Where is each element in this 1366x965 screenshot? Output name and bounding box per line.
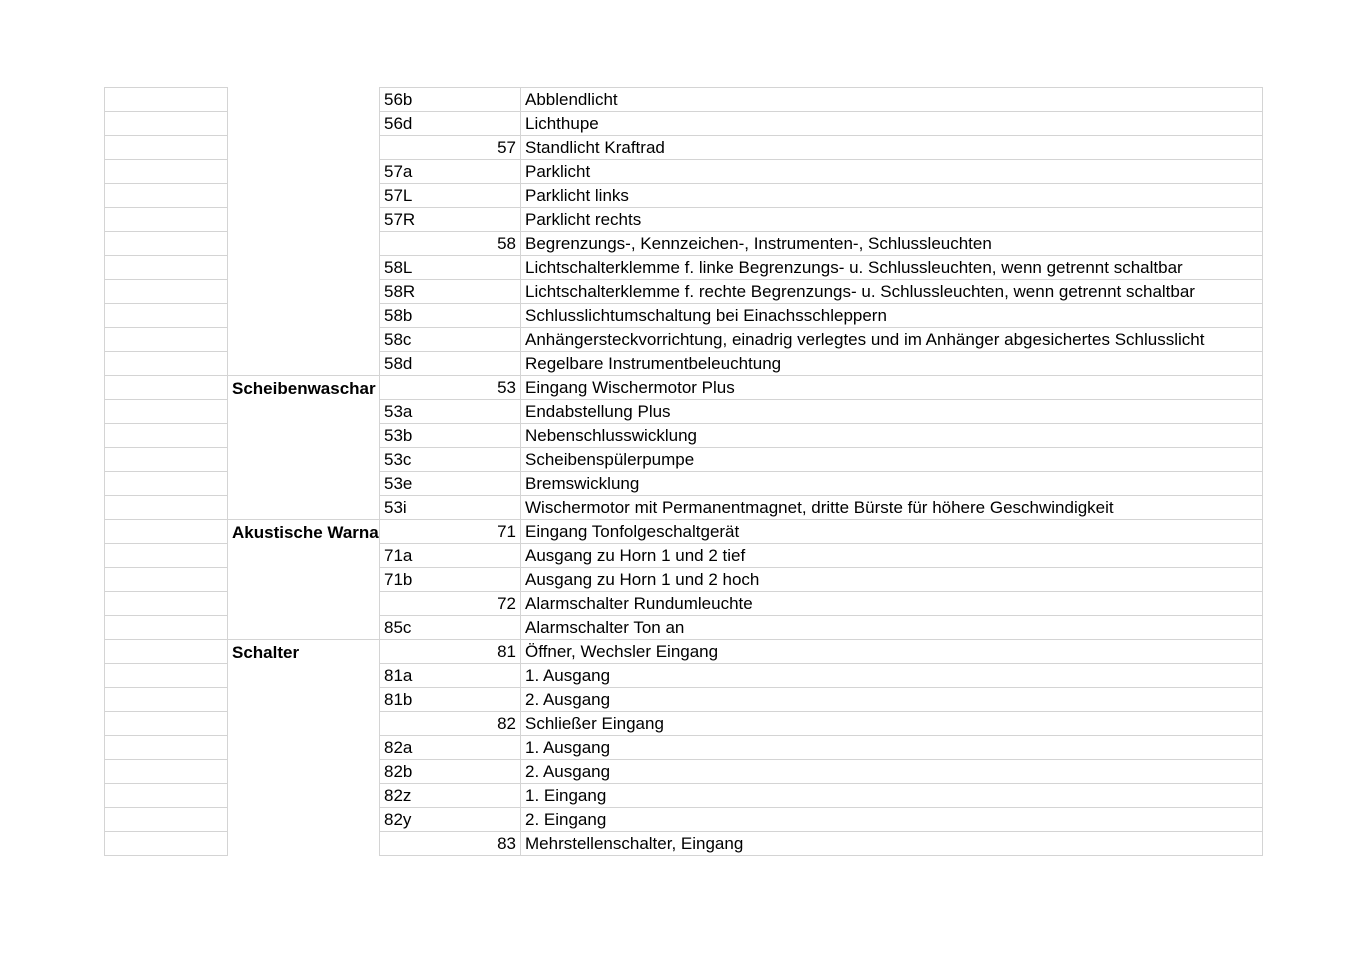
terminal-code-cell[interactable]: 58L: [380, 256, 521, 280]
description-cell[interactable]: Lichtschalterklemme f. linke Begrenzungs- u. Schlussleuchten, wenn getrennt schaltbar: [521, 256, 1263, 280]
table-row: [105, 712, 1263, 736]
description-cell[interactable]: Abblendlicht: [521, 88, 1263, 112]
blank-cell[interactable]: [105, 616, 228, 640]
terminal-code-cell[interactable]: 57: [380, 136, 521, 160]
terminal-code-cell[interactable]: 53a: [380, 400, 521, 424]
table-row: [105, 616, 1263, 640]
terminal-code-cell[interactable]: 58: [380, 232, 521, 256]
blank-cell[interactable]: [105, 424, 228, 448]
terminal-code-cell[interactable]: 83: [380, 832, 521, 856]
empty-category-cell[interactable]: [228, 544, 380, 568]
blank-cell[interactable]: [105, 640, 228, 664]
empty-category-cell[interactable]: [228, 400, 380, 424]
table-row: [105, 400, 1263, 424]
blank-cell[interactable]: [105, 88, 228, 112]
empty-category-cell[interactable]: [228, 448, 380, 472]
table-row: [105, 544, 1263, 568]
description-cell[interactable]: 1. Ausgang: [521, 736, 1263, 760]
empty-category-cell[interactable]: [228, 280, 380, 304]
empty-category-cell[interactable]: [228, 208, 380, 232]
blank-cell[interactable]: [105, 448, 228, 472]
empty-category-cell[interactable]: [228, 256, 380, 280]
table-body: [105, 88, 1263, 856]
table-row: [105, 232, 1263, 256]
terminal-code-cell[interactable]: 71: [380, 520, 521, 544]
blank-cell[interactable]: [105, 280, 228, 304]
description-cell[interactable]: Anhängersteckvorrichtung, einadrig verlegtes und im Anhänger abgesichertes Schlusslicht: [521, 328, 1263, 352]
empty-category-cell[interactable]: [228, 688, 380, 712]
description-cell[interactable]: Regelbare Instrumentbeleuchtung: [521, 352, 1263, 376]
description-cell[interactable]: Parklicht links: [521, 184, 1263, 208]
blank-cell[interactable]: [105, 208, 228, 232]
terminal-code-cell[interactable]: 82z: [380, 784, 521, 808]
description-cell[interactable]: Parklicht rechts: [521, 208, 1263, 232]
description-cell[interactable]: Wischermotor mit Permanentmagnet, dritte Bürste für höhere Geschwindigkeit: [521, 496, 1263, 520]
table-row: [105, 208, 1263, 232]
table-row: [105, 664, 1263, 688]
empty-category-cell[interactable]: [228, 352, 380, 376]
blank-cell[interactable]: [105, 304, 228, 328]
empty-category-cell[interactable]: [228, 592, 380, 616]
blank-cell[interactable]: [105, 568, 228, 592]
category-cell[interactable]: Scheibenwaschar: [228, 376, 380, 400]
empty-category-cell[interactable]: [228, 664, 380, 688]
table-row: [105, 256, 1263, 280]
description-cell[interactable]: Schließer Eingang: [521, 712, 1263, 736]
table-row: [105, 688, 1263, 712]
description-cell[interactable]: 2. Ausgang: [521, 760, 1263, 784]
description-cell[interactable]: Eingang Wischermotor Plus: [521, 376, 1263, 400]
table-row: [105, 496, 1263, 520]
description-cell[interactable]: Ausgang zu Horn 1 und 2 tief: [521, 544, 1263, 568]
blank-cell[interactable]: [105, 496, 228, 520]
blank-cell[interactable]: [105, 256, 228, 280]
blank-cell[interactable]: [105, 328, 228, 352]
terminal-code-cell[interactable]: 82y: [380, 808, 521, 832]
blank-cell[interactable]: [105, 592, 228, 616]
table-row: [105, 448, 1263, 472]
terminal-code-cell[interactable]: 53i: [380, 496, 521, 520]
terminal-code-cell[interactable]: 81a: [380, 664, 521, 688]
description-cell[interactable]: Mehrstellenschalter, Eingang: [521, 832, 1263, 856]
terminal-code-cell[interactable]: 85c: [380, 616, 521, 640]
terminal-code-cell[interactable]: 57R: [380, 208, 521, 232]
description-cell[interactable]: Begrenzungs-, Kennzeichen-, Instrumenten-, Schlussleuchten: [521, 232, 1263, 256]
empty-category-cell[interactable]: [228, 304, 380, 328]
terminal-code-cell[interactable]: 81: [380, 640, 521, 664]
terminal-code-cell[interactable]: 82: [380, 712, 521, 736]
table-row: [105, 280, 1263, 304]
terminal-table: [104, 87, 1263, 856]
terminal-code-cell[interactable]: 56d: [380, 112, 521, 136]
table-row: [105, 112, 1263, 136]
empty-category-cell[interactable]: [228, 784, 380, 808]
terminal-code-cell[interactable]: 71b: [380, 568, 521, 592]
table-row: [105, 376, 1263, 400]
table-row: [105, 136, 1263, 160]
category-cell[interactable]: Akustische Warna: [228, 520, 380, 544]
empty-category-cell[interactable]: [228, 568, 380, 592]
terminal-code-cell[interactable]: 58d: [380, 352, 521, 376]
terminal-code-cell[interactable]: 82b: [380, 760, 521, 784]
terminal-code-cell[interactable]: 53: [380, 376, 521, 400]
description-cell[interactable]: Standlicht Kraftrad: [521, 136, 1263, 160]
description-cell[interactable]: Alarmschalter Ton an: [521, 616, 1263, 640]
empty-category-cell[interactable]: [228, 88, 380, 112]
table-row: [105, 88, 1263, 112]
table-row: [105, 640, 1263, 664]
blank-cell[interactable]: [105, 664, 228, 688]
table-row: [105, 160, 1263, 184]
table-row: [105, 184, 1263, 208]
description-cell[interactable]: Ausgang zu Horn 1 und 2 hoch: [521, 568, 1263, 592]
description-cell[interactable]: 2. Ausgang: [521, 688, 1263, 712]
description-cell[interactable]: Scheibenspülerpumpe: [521, 448, 1263, 472]
blank-cell[interactable]: [105, 376, 228, 400]
terminal-code-cell[interactable]: 58R: [380, 280, 521, 304]
terminal-code-cell[interactable]: 72: [380, 592, 521, 616]
table-row: [105, 832, 1263, 856]
blank-cell[interactable]: [105, 736, 228, 760]
terminal-code-cell[interactable]: 56b: [380, 88, 521, 112]
table-row: [105, 736, 1263, 760]
table-row: [105, 328, 1263, 352]
table-row: [105, 352, 1263, 376]
description-cell[interactable]: Nebenschlusswicklung: [521, 424, 1263, 448]
description-cell[interactable]: Endabstellung Plus: [521, 400, 1263, 424]
blank-cell[interactable]: [105, 184, 228, 208]
table-row: [105, 760, 1263, 784]
description-cell[interactable]: Öffner, Wechsler Eingang: [521, 640, 1263, 664]
description-cell[interactable]: 1. Eingang: [521, 784, 1263, 808]
table-row: [105, 520, 1263, 544]
empty-category-cell[interactable]: [228, 832, 380, 856]
empty-category-cell[interactable]: [228, 424, 380, 448]
blank-cell[interactable]: [105, 160, 228, 184]
terminal-code-cell[interactable]: 57L: [380, 184, 521, 208]
description-cell[interactable]: Alarmschalter Rundumleuchte: [521, 592, 1263, 616]
blank-cell[interactable]: [105, 520, 228, 544]
table-row: [105, 784, 1263, 808]
empty-category-cell[interactable]: [228, 808, 380, 832]
blank-cell[interactable]: [105, 688, 228, 712]
description-cell[interactable]: 1. Ausgang: [521, 664, 1263, 688]
description-cell[interactable]: Bremswicklung: [521, 472, 1263, 496]
empty-category-cell[interactable]: [228, 112, 380, 136]
description-cell[interactable]: Parklicht: [521, 160, 1263, 184]
terminal-code-cell[interactable]: 71a: [380, 544, 521, 568]
empty-category-cell[interactable]: [228, 328, 380, 352]
description-cell[interactable]: 2. Eingang: [521, 808, 1263, 832]
description-cell[interactable]: Schlusslichtumschaltung bei Einachsschleppern: [521, 304, 1263, 328]
table-row: [105, 808, 1263, 832]
empty-category-cell[interactable]: [228, 232, 380, 256]
blank-cell[interactable]: [105, 832, 228, 856]
empty-category-cell[interactable]: [228, 496, 380, 520]
description-cell[interactable]: Lichthupe: [521, 112, 1263, 136]
terminal-code-cell[interactable]: 82a: [380, 736, 521, 760]
empty-category-cell[interactable]: [228, 760, 380, 784]
blank-cell[interactable]: [105, 352, 228, 376]
blank-cell[interactable]: [105, 112, 228, 136]
blank-cell[interactable]: [105, 400, 228, 424]
terminal-code-cell[interactable]: 53c: [380, 448, 521, 472]
blank-cell[interactable]: [105, 760, 228, 784]
empty-category-cell[interactable]: [228, 472, 380, 496]
blank-cell[interactable]: [105, 712, 228, 736]
table-row: [105, 424, 1263, 448]
terminal-code-cell[interactable]: 53e: [380, 472, 521, 496]
blank-cell[interactable]: [105, 472, 228, 496]
blank-cell[interactable]: [105, 544, 228, 568]
empty-category-cell[interactable]: [228, 736, 380, 760]
terminal-code-cell[interactable]: 53b: [380, 424, 521, 448]
blank-cell[interactable]: [105, 136, 228, 160]
empty-category-cell[interactable]: [228, 160, 380, 184]
table-row: [105, 472, 1263, 496]
empty-category-cell[interactable]: [228, 184, 380, 208]
description-cell[interactable]: Eingang Tonfolgeschaltgerät: [521, 520, 1263, 544]
terminal-code-cell[interactable]: 58b: [380, 304, 521, 328]
terminal-code-cell[interactable]: 58c: [380, 328, 521, 352]
blank-cell[interactable]: [105, 808, 228, 832]
table-row: [105, 304, 1263, 328]
empty-category-cell[interactable]: [228, 712, 380, 736]
table-row: [105, 568, 1263, 592]
blank-cell[interactable]: [105, 784, 228, 808]
description-cell[interactable]: Lichtschalterklemme f. rechte Begrenzungs- u. Schlussleuchten, wenn getrennt schaltbar: [521, 280, 1263, 304]
category-cell[interactable]: Schalter: [228, 640, 380, 664]
table-row: [105, 592, 1263, 616]
blank-cell[interactable]: [105, 232, 228, 256]
empty-category-cell[interactable]: [228, 616, 380, 640]
empty-category-cell[interactable]: [228, 136, 380, 160]
terminal-code-cell[interactable]: 81b: [380, 688, 521, 712]
terminal-code-cell[interactable]: 57a: [380, 160, 521, 184]
spreadsheet-page: [104, 87, 1262, 856]
